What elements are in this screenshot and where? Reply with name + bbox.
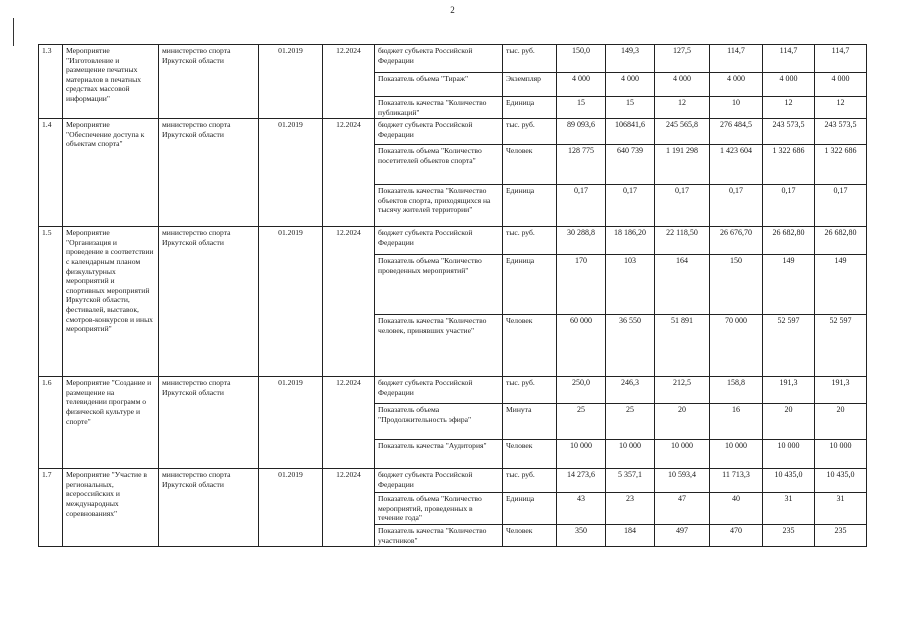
indicator-unit: Минута [503, 404, 557, 440]
indicator-value: 497 [655, 524, 710, 546]
indicator-value: 0,17 [606, 185, 655, 227]
indicator-value: 4 000 [557, 73, 606, 97]
indicator-label: Показатель качества "Количество публикаций" [375, 97, 503, 119]
indicator-value: 1 191 298 [655, 145, 710, 185]
indicator-value: 212,5 [655, 377, 710, 404]
indicator-value: 26 676,70 [710, 227, 763, 255]
end-date: 12.2024 [323, 377, 375, 469]
margin-mark [13, 18, 14, 46]
indicator-value: 11 713,3 [710, 469, 763, 493]
indicator-value: 149 [763, 255, 815, 315]
indicator-value: 245 565,8 [655, 119, 710, 145]
indicator-value: 1 423 604 [710, 145, 763, 185]
row-id: 1.7 [39, 469, 63, 547]
indicator-unit: Экземпляр [503, 73, 557, 97]
indicator-value: 276 484,5 [710, 119, 763, 145]
indicator-value: 15 [606, 97, 655, 119]
indicator-label: Показатель объема "Количество проведенных мероприятий" [375, 255, 503, 315]
indicator-value: 10 000 [763, 440, 815, 469]
indicator-label: Показатель объема "Количество посетителей объектов спорта" [375, 145, 503, 185]
indicator-value: 170 [557, 255, 606, 315]
indicator-value: 40 [710, 493, 763, 525]
indicator-value: 191,3 [763, 377, 815, 404]
row-id: 1.5 [39, 227, 63, 377]
indicator-value: 10 000 [710, 440, 763, 469]
indicator-value: 70 000 [710, 315, 763, 377]
indicator-value: 10 [710, 97, 763, 119]
indicator-value: 4 000 [606, 73, 655, 97]
executor: министерство спорта Иркутской области [159, 119, 259, 227]
indicator-value: 149,3 [606, 45, 655, 73]
start-date: 01.2019 [259, 45, 323, 119]
indicator-value: 22 118,50 [655, 227, 710, 255]
indicator-label: Показатель качества "Аудитория" [375, 440, 503, 469]
indicator-value: 0,17 [763, 185, 815, 227]
indicator-value: 243 573,5 [815, 119, 867, 145]
executor: министерство спорта Иркутской области [159, 45, 259, 119]
indicator-value: 47 [655, 493, 710, 525]
page-number: 2 [450, 5, 455, 15]
indicator-value: 4 000 [815, 73, 867, 97]
table-row [39, 377, 867, 404]
indicator-value: 12 [815, 97, 867, 119]
indicator-label: Показатель качества "Количество участников" [375, 524, 503, 546]
indicator-label: Показатель качества "Количество человек, принявших участие" [375, 315, 503, 377]
indicator-value: 114,7 [815, 45, 867, 73]
event-name: Мероприятие "Изготовление и размещение печатных материалов в печатных средствах массовой информации" [63, 45, 159, 119]
indicator-value: 15 [557, 97, 606, 119]
row-id: 1.3 [39, 45, 63, 119]
indicator-value: 20 [815, 404, 867, 440]
indicator-value: 0,17 [655, 185, 710, 227]
end-date: 12.2024 [323, 227, 375, 377]
indicator-label: бюджет субъекта Российской Федерации [375, 377, 503, 404]
indicator-value: 18 186,20 [606, 227, 655, 255]
indicator-value: 158,8 [710, 377, 763, 404]
indicator-value: 10 593,4 [655, 469, 710, 493]
indicator-value: 14 273,6 [557, 469, 606, 493]
indicator-value: 20 [763, 404, 815, 440]
indicator-value: 26 682,80 [763, 227, 815, 255]
table-row [39, 119, 867, 145]
indicator-value: 235 [815, 524, 867, 546]
indicator-unit: Единица [503, 97, 557, 119]
indicator-unit: Человек [503, 315, 557, 377]
indicator-value: 127,5 [655, 45, 710, 73]
indicator-value: 0,17 [815, 185, 867, 227]
indicator-value: 43 [557, 493, 606, 525]
indicator-unit: Единица [503, 493, 557, 525]
indicator-value: 114,7 [710, 45, 763, 73]
indicator-label: Показатель качества "Количество объектов спорта, приходящихся на тысячу жителей территории" [375, 185, 503, 227]
end-date: 12.2024 [323, 469, 375, 547]
indicator-value: 106841,6 [606, 119, 655, 145]
indicator-label: Показатель объема "Продолжительность эфира" [375, 404, 503, 440]
executor: министерство спорта Иркутской области [159, 377, 259, 469]
table-row [39, 469, 867, 493]
indicator-value: 149 [815, 255, 867, 315]
indicator-unit: тыс. руб. [503, 45, 557, 73]
indicator-value: 4 000 [710, 73, 763, 97]
indicator-value: 89 093,6 [557, 119, 606, 145]
row-id: 1.4 [39, 119, 63, 227]
indicator-value: 0,17 [557, 185, 606, 227]
indicator-value: 246,3 [606, 377, 655, 404]
indicator-value: 30 288,8 [557, 227, 606, 255]
indicator-unit: Человек [503, 524, 557, 546]
indicator-unit: тыс. руб. [503, 377, 557, 404]
indicator-value: 5 357,1 [606, 469, 655, 493]
indicator-value: 1 322 686 [815, 145, 867, 185]
indicator-unit: тыс. руб. [503, 469, 557, 493]
indicator-value: 26 682,80 [815, 227, 867, 255]
indicator-value: 10 435,0 [815, 469, 867, 493]
start-date: 01.2019 [259, 469, 323, 547]
indicator-value: 25 [557, 404, 606, 440]
indicator-unit: тыс. руб. [503, 227, 557, 255]
indicator-value: 10 000 [606, 440, 655, 469]
indicator-value: 4 000 [763, 73, 815, 97]
indicator-label: бюджет субъекта Российской Федерации [375, 227, 503, 255]
indicator-value: 243 573,5 [763, 119, 815, 145]
indicator-value: 12 [763, 97, 815, 119]
indicator-label: бюджет субъекта Российской Федерации [375, 45, 503, 73]
indicator-value: 10 000 [655, 440, 710, 469]
indicator-value: 250,0 [557, 377, 606, 404]
indicator-value: 235 [763, 524, 815, 546]
start-date: 01.2019 [259, 227, 323, 377]
indicator-value: 25 [606, 404, 655, 440]
indicator-value: 23 [606, 493, 655, 525]
event-name: Мероприятие "Обеспечение доступа к объектам спорта" [63, 119, 159, 227]
indicator-value: 150 [710, 255, 763, 315]
indicator-value: 4 000 [655, 73, 710, 97]
indicator-unit: Человек [503, 440, 557, 469]
indicator-value: 31 [763, 493, 815, 525]
start-date: 01.2019 [259, 377, 323, 469]
indicator-value: 10 435,0 [763, 469, 815, 493]
indicator-value: 164 [655, 255, 710, 315]
indicator-value: 10 000 [557, 440, 606, 469]
indicator-label: Показатель объема "Тираж" [375, 73, 503, 97]
indicator-unit: тыс. руб. [503, 119, 557, 145]
program-table [38, 44, 867, 547]
indicator-value: 191,3 [815, 377, 867, 404]
end-date: 12.2024 [323, 119, 375, 227]
indicator-value: 12 [655, 97, 710, 119]
event-name: Мероприятие "Организация и проведение в соответствии с календарным планом физкультурных мероприятий и спортивных мероприятий Иркутской области, фестивалей, выставок, смотров-конкурсов и иных мероприятий" [63, 227, 159, 377]
indicator-value: 60 000 [557, 315, 606, 377]
indicator-value: 350 [557, 524, 606, 546]
indicator-unit: Единица [503, 255, 557, 315]
indicator-unit: Человек [503, 145, 557, 185]
indicator-value: 1 322 686 [763, 145, 815, 185]
indicator-value: 640 739 [606, 145, 655, 185]
start-date: 01.2019 [259, 119, 323, 227]
indicator-value: 10 000 [815, 440, 867, 469]
indicator-value: 128 775 [557, 145, 606, 185]
indicator-label: бюджет субъекта Российской Федерации [375, 469, 503, 493]
indicator-value: 52 597 [815, 315, 867, 377]
indicator-value: 51 891 [655, 315, 710, 377]
indicator-value: 52 597 [763, 315, 815, 377]
indicator-unit: Единица [503, 185, 557, 227]
row-id: 1.6 [39, 377, 63, 469]
executor: министерство спорта Иркутской области [159, 469, 259, 547]
indicator-value: 470 [710, 524, 763, 546]
indicator-label: Показатель объема "Количество мероприятий, проведенных в течение года" [375, 493, 503, 525]
indicator-value: 31 [815, 493, 867, 525]
indicator-label: бюджет субъекта Российской Федерации [375, 119, 503, 145]
event-name: Мероприятие "Создание и размещение на телевидении программ о физической культуре и спорте" [63, 377, 159, 469]
indicator-value: 20 [655, 404, 710, 440]
event-name: Мероприятие "Участие в региональных, всероссийских и международных соревнованиях" [63, 469, 159, 547]
indicator-value: 16 [710, 404, 763, 440]
table-row [39, 45, 867, 73]
table-row [39, 227, 867, 255]
indicator-value: 114,7 [763, 45, 815, 73]
indicator-value: 36 550 [606, 315, 655, 377]
indicator-value: 184 [606, 524, 655, 546]
end-date: 12.2024 [323, 45, 375, 119]
indicator-value: 0,17 [710, 185, 763, 227]
executor: министерство спорта Иркутской области [159, 227, 259, 377]
indicator-value: 103 [606, 255, 655, 315]
indicator-value: 150,0 [557, 45, 606, 73]
